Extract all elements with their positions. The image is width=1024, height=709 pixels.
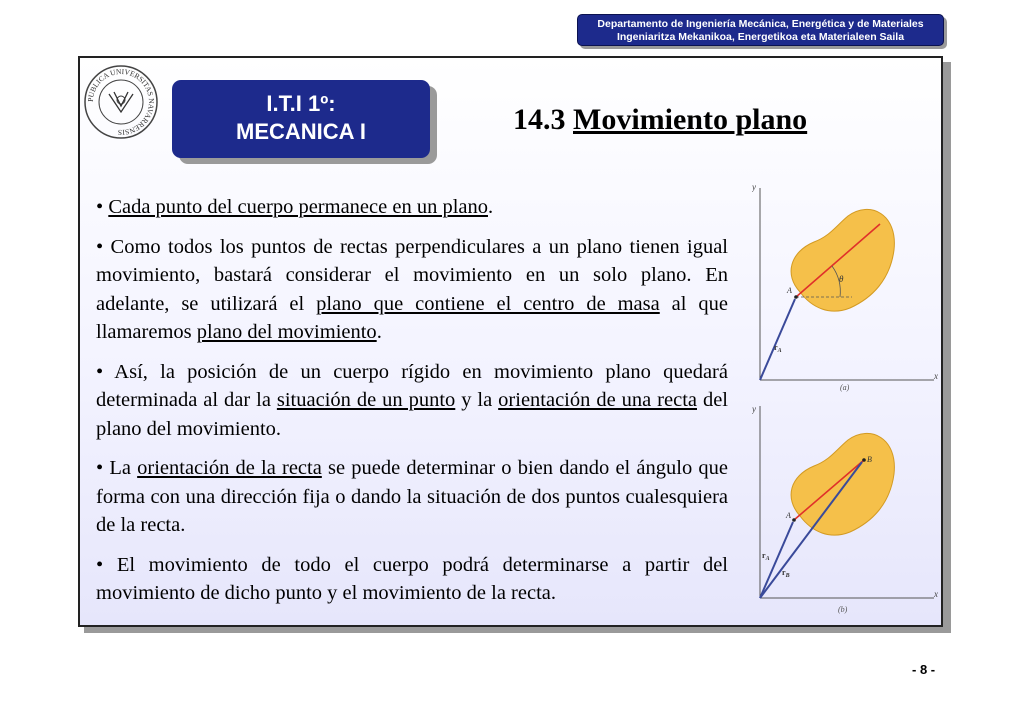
- figure-b-y-label: y: [752, 404, 756, 414]
- bullet-1-post: .: [487, 196, 494, 218]
- bullet-3-pre: • Así, la posición de un cuerpo rígido en movimiento plano quedará determinada al dar la: [96, 360, 728, 411]
- bullet-2-underlined-2: plano del movimiento: [196, 321, 377, 343]
- bullet-3-underlined-1: situación de un punto: [276, 389, 456, 411]
- bullet-2-mid: al que llamaremos: [96, 292, 728, 343]
- bullet-3-post: del plano del movimiento.: [96, 389, 728, 440]
- department-banner: [577, 14, 944, 46]
- figure-a-x-label: x: [934, 371, 938, 381]
- bullet-1: [96, 193, 728, 222]
- bullet-3-mid: y la: [455, 389, 499, 411]
- bullet-3-underlined-2: orientación de una recta: [498, 389, 697, 411]
- figure-b-vec-a-sub: A: [765, 556, 770, 562]
- bullet-5: [96, 551, 728, 608]
- figure-b-point-a-label: A: [786, 511, 791, 520]
- bullet-4: [96, 454, 728, 540]
- figure-b-point-b: [862, 458, 866, 462]
- figure-a: [752, 182, 938, 392]
- figure-a-angle-label: θ: [839, 274, 844, 284]
- bullet-list: [96, 193, 728, 619]
- svg-text:rA: [774, 343, 782, 354]
- bullet-4-post: se puede determinar o bien dando el ángulo que forma con una dirección fija o dando la situación de dos puntos cualesquiera de la recta.: [96, 457, 728, 536]
- figure-b-rigid-body: [791, 433, 894, 535]
- figure-a-point-a: [794, 295, 798, 299]
- svg-text:rA: [762, 551, 770, 562]
- figure-a-caption: (a): [840, 383, 850, 392]
- title-number: 14.3: [513, 103, 566, 136]
- plane-motion-figures: [752, 180, 942, 620]
- figure-b-vec-b-sub: B: [785, 573, 790, 579]
- figure-a-vector-label: r: [774, 343, 778, 352]
- university-seal: [83, 64, 159, 140]
- figure-b-point-b-label: B: [867, 455, 872, 464]
- bullet-2-underlined-1: plano que contiene el centro de masa: [316, 292, 660, 315]
- title-text: Movimiento plano: [573, 103, 808, 136]
- page-number: - 8 -: [912, 662, 936, 677]
- bullet-2-post: .: [376, 321, 382, 343]
- figure-b-x-label: x: [934, 589, 938, 599]
- course-badge: [172, 80, 430, 158]
- figure-b: [752, 404, 938, 614]
- bullet-2: [96, 233, 728, 347]
- department-line-1: Departamento de Ingeniería Mecánica, Energética y de Materiales: [597, 18, 924, 30]
- bullet-4-underlined: orientación de la recta: [137, 457, 322, 479]
- figure-a-vector-sub: A: [777, 348, 782, 354]
- bullet-4-pre: • La: [96, 457, 138, 479]
- figure-a-point-label: A: [787, 286, 792, 295]
- figure-a-position-vector: [760, 299, 795, 380]
- svg-text:rB: [782, 568, 790, 579]
- figure-a-y-label: y: [752, 182, 756, 192]
- bullet-1-pre: •: [96, 196, 109, 218]
- badge-line-1: I.T.I 1º:: [266, 91, 336, 116]
- bullet-2-pre: • Como todos los puntos de rectas perpendiculares a un plano tienen igual movimiento, bastará considerar el movimiento en un solo plano. En adelante, se utilizará el: [96, 235, 728, 315]
- bullet-1-underlined: Cada punto del cuerpo permanece en un plano: [108, 196, 488, 218]
- department-line-2: Ingeniaritza Mekanikoa, Energetikoa eta Materialeen Saila: [616, 31, 905, 43]
- slide-title: [513, 103, 807, 137]
- badge-line-2: MECANICA I: [236, 119, 366, 144]
- seal-text: PUBLICA UNIVERSITAS NAVARRENSIS: [85, 66, 157, 138]
- svg-text:PUBLICA UNIVERSITAS NAVARRENSI: [86, 67, 156, 137]
- figure-b-point-a: [792, 518, 796, 522]
- figure-b-caption: (b): [838, 605, 848, 614]
- figure-b-vec-b-label: r: [782, 568, 786, 577]
- figure-b-vec-a-label: r: [762, 551, 766, 560]
- bullet-5-text: • El movimiento de todo el cuerpo podrá determinarse a partir del movimiento de dicho punto y el movimiento de la recta.: [96, 553, 728, 604]
- bullet-3: [96, 358, 728, 444]
